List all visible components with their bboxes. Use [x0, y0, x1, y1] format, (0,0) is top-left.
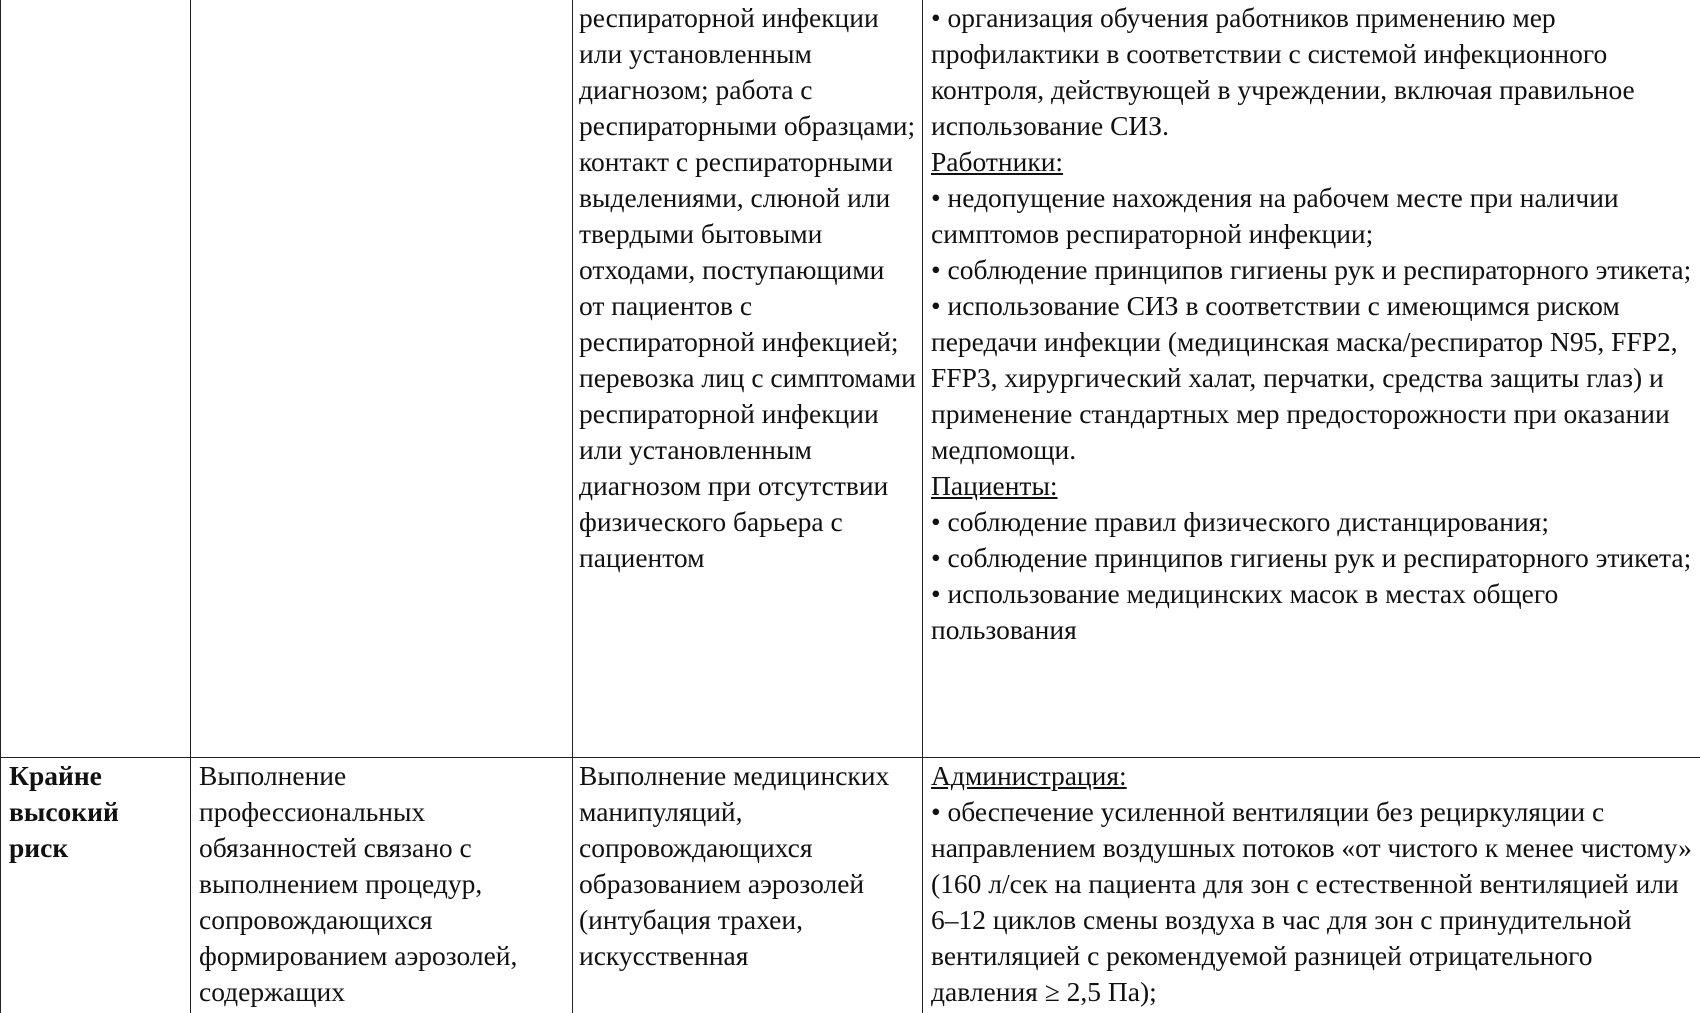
measure-item: • недопущение нахождения на рабочем месте при наличии симптомов респираторной инфекции;	[931, 182, 1619, 249]
measure-item: • использование СИЗ в соответствии с имеющимся риском передачи инфекции (медицинская маска/респиратор N95, FFP2, FFP3, хирургический халат, перчатки, средства защиты глаз) и применение стандартных мер предосторожности при оказании медпомощи.	[931, 290, 1678, 465]
measure-item: • обеспечение усиленной вентиляции без рециркуляции с направлением воздушных потоков «от чистого к менее чистому» (160 л/сек на пациента для зон с естественной вентиляцией или 6–12 циклов смены воздуха в час для зон с принудительной вентиляцией с рекомендуемой разницей отрицательного давления ≥ 2,5 Па);	[931, 796, 1692, 1007]
measure-item: • соблюдение принципов гигиены рук и респираторного этикета;	[931, 542, 1692, 573]
measures-cell	[923, 0, 1700, 758]
measure-item: • соблюдение правил физического дистанцирования;	[931, 506, 1549, 537]
measures-cell	[923, 758, 1700, 1013]
measure-item: • организация обучения работников применению мер профилактики в соответствии с системой инфекционного контроля, действующей в учреждении, включая правильное использование СИЗ.	[931, 2, 1635, 141]
activity-cell: респираторной инфекции или установленным диагнозом; работа с респираторными образцами; контакт с респираторными выделениями, слюной или твердыми бытовыми отходами, поступающими от пациентов с респираторной инфекцией; перевозка лиц с симптомами респираторной инфекции или установленным диагнозом при отсутствии физического барьера с пациентом	[573, 0, 923, 758]
risk-level-cell: Крайне высокий риск	[1, 758, 191, 1013]
measure-item: • использование медицинских масок в местах общего пользования	[931, 578, 1559, 645]
workers-heading: Работники:	[931, 146, 1064, 177]
risk-level-cell	[1, 0, 191, 758]
table-row	[1, 758, 1700, 1013]
administration-heading: Администрация:	[931, 760, 1127, 791]
activity-cell: Выполнение медицинских манипуляций, сопровождающихся образованием аэрозолей (интубация трахеи, искусственная	[573, 758, 923, 1013]
job-description-cell	[191, 0, 573, 758]
patients-heading: Пациенты:	[931, 470, 1058, 501]
measure-item: • соблюдение принципов гигиены рук и респираторного этикета;	[931, 254, 1692, 285]
table-row	[1, 0, 1700, 758]
job-description-cell: Выполнение профессиональных обязанностей связано с выполнением процедур, сопровождающихся формированием аэрозолей, содержащих	[191, 758, 573, 1013]
